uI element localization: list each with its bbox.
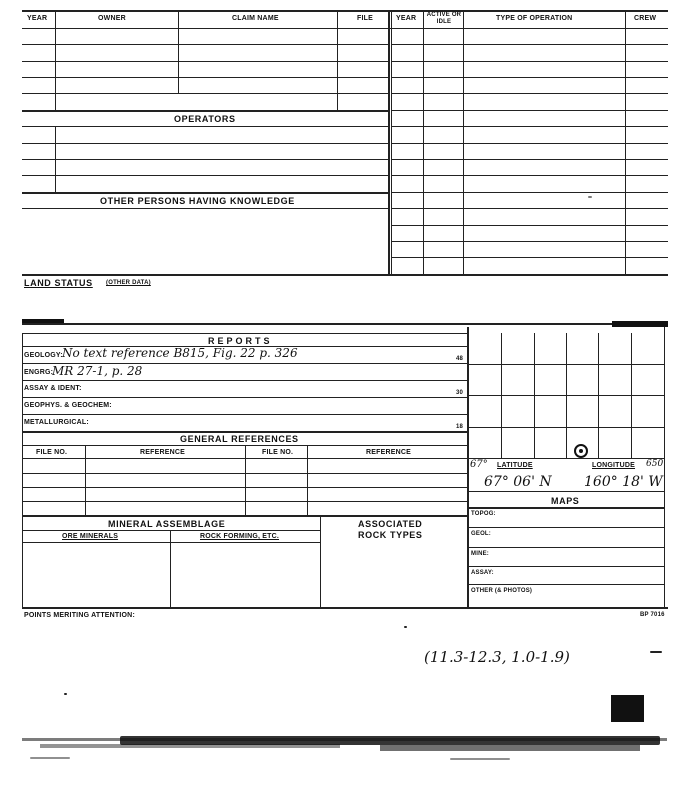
form-number: BP 7016 (640, 612, 665, 618)
rock-forming-header: ROCK FORMING, ETC. (200, 533, 280, 540)
gr-reference-header: REFERENCE (140, 449, 185, 456)
active-or-idle-header: ACTIVE OR IDLE (426, 12, 462, 25)
scan-artifact-band (380, 745, 640, 751)
scan-artifact-band (40, 744, 340, 748)
scan-speck (588, 196, 592, 198)
land-status-label: LAND STATUS (24, 278, 93, 288)
geology-value: No text reference B815, Fig. 22 p. 326 (62, 346, 298, 360)
associated-label: ASSOCIATED (358, 519, 423, 529)
scan-speck (64, 693, 67, 695)
engrg-value: MR 27-1, p. 28 (52, 364, 143, 378)
scan-speck (30, 757, 70, 759)
maps-title: MAPS (551, 496, 580, 506)
maps-other-label: OTHER (& PHOTOS) (471, 588, 533, 594)
scan-speck (650, 651, 662, 653)
owner-header: OWNER (98, 15, 126, 22)
assay-ident-label: ASSAY & IDENT: (24, 385, 82, 392)
maps-geol-label: GEOL: (471, 531, 491, 537)
rock-types-label: ROCK TYPES (358, 530, 423, 540)
maps-assay-label: ASSAY: (471, 570, 494, 576)
scan-speck (404, 626, 407, 628)
mineral-assemblage-title: MINERAL ASSEMBLAGE (108, 519, 226, 529)
file-header: FILE (357, 15, 373, 22)
lon-suffix: 650 (646, 459, 664, 469)
num-30: 30 (456, 390, 464, 396)
num-48: 48 (456, 356, 464, 362)
year2-header: YEAR (396, 15, 417, 22)
other-persons-header: OTHER PERSONS HAVING KNOWLEDGE (100, 196, 295, 206)
lat-prefix: 67° (470, 459, 488, 470)
reports-title: REPORTS (208, 336, 273, 346)
year-header: YEAR (27, 15, 48, 22)
engrg-label: ENGRG: (24, 369, 54, 376)
operators-header: OPERATORS (174, 114, 236, 124)
latitude-value: 67° 06' N (484, 474, 552, 490)
maps-mine-label: MINE: (471, 551, 489, 557)
land-status-sub: (OTHER DATA) (106, 280, 151, 286)
general-references-title: GENERAL REFERENCES (180, 434, 299, 444)
latitude-label: LATITUDE (497, 462, 533, 469)
gr-reference2-header: REFERENCE (366, 449, 411, 456)
crew-header: CREW (634, 15, 657, 22)
scan-artifact-block (611, 695, 644, 722)
longitude-value: 160° 18' W (584, 474, 663, 490)
maps-topog-label: TOPOG: (471, 511, 496, 517)
geophys-geochem-label: GEOPHYS. & GEOCHEM: (24, 402, 112, 409)
num-18: 18 (456, 424, 464, 430)
scan-bar (612, 321, 668, 327)
ore-minerals-header: ORE MINERALS (62, 533, 119, 540)
type-of-operation-header: TYPE OF OPERATION (496, 15, 573, 22)
handwritten-grid-coordinates: (11.3-12.3, 1.0-1.9) (424, 648, 570, 666)
geology-label: GEOLOGY: (24, 352, 63, 359)
location-circle-marker (574, 444, 588, 458)
gr-file-no-header: FILE NO. (36, 449, 68, 456)
gr-file-no2-header: FILE NO. (262, 449, 294, 456)
points-meriting-attention-label: POINTS MERITING ATTENTION: (24, 612, 135, 619)
metallurgical-label: METALLURGICAL: (24, 419, 89, 426)
claim-name-header: CLAIM NAME (232, 15, 279, 22)
longitude-label: LONGITUDE (592, 462, 636, 469)
scan-speck (450, 758, 510, 760)
